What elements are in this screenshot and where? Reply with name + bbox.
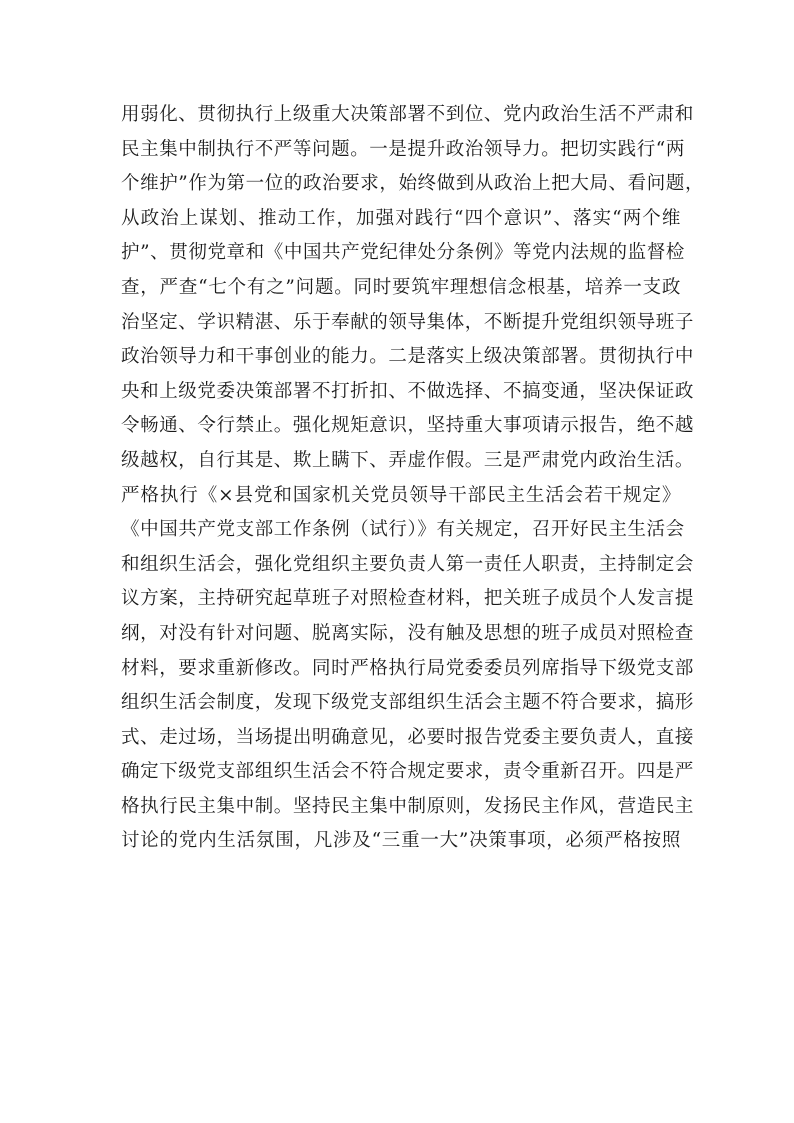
text-line-2: 民主集中制执行不严等问题。一是提升政治领导力。把切实践行“两 — [121, 138, 685, 160]
text-line-21: 格执行民主集中制。坚持民主集中制原则，发扬民主作风，营造民主 — [121, 795, 695, 817]
body-text — [121, 98, 705, 859]
text-line-10: 令畅通、令行禁止。强化规矩意识，坚持重大事项请示报告，绝不越 — [121, 415, 695, 437]
text-line-16: 纲，对没有针对问题、脱离实际，没有触及思想的班子成员对照检查 — [121, 622, 695, 644]
text-line-13: 《中国共产党支部工作条例（试行）》有关规定，召开好民主生活会 — [121, 519, 685, 541]
text-line-14: 和组织生活会，强化党组织主要负责人第一责任人职责，主持制定会 — [121, 553, 695, 575]
text-line-20: 确定下级党支部组织生活会不符合规定要求，责令重新召开。四是严 — [121, 761, 695, 783]
text-line-9: 央和上级党委决策部署不打折扣、不做选择、不搞变通，坚决保证政 — [121, 380, 695, 402]
text-line-19: 式、走过场，当场提出明确意见，必要时报告党委主要负责人，直接 — [121, 726, 695, 748]
text-line-17: 材料，要求重新修改。同时严格执行局党委委员列席指导下级党支部 — [121, 657, 695, 679]
text-line-12: 严格执行《×县党和国家机关党员领导干部民主生活会若干规定》 — [121, 484, 681, 506]
text-line-1: 用弱化、贯彻执行上级重大决策部署不到位、党内政治生活不严肃和 — [121, 104, 695, 125]
text-line-22: 讨论的党内生活氛围，凡涉及“三重一大”决策事项，必须严格按照 — [121, 830, 681, 852]
text-line-3: 个维护”作为第一位的政治要求，始终做到从政治上把大局、看问题， — [121, 173, 705, 195]
text-line-5: 护”、贯彻党章和《中国共产党纪律处分条例》等党内法规的监督检 — [121, 242, 685, 264]
text-line-4: 从政治上谋划、推动工作，加强对践行“四个意识”、落实“两个维 — [121, 207, 681, 229]
text-line-7: 治坚定、学识精湛、乐于奉献的领导集体，不断提升党组织领导班子 — [121, 311, 695, 333]
text-line-11: 级越权，自行其是、欺上瞒下、弄虚作假。三是严肃党内政治生活。 — [121, 449, 695, 471]
text-line-8: 政治领导力和干事创业的能力。二是落实上级决策部署。贯彻执行中 — [121, 346, 695, 368]
text-line-15: 议方案，主持研究起草班子对照检查材料，把关班子成员个人发言提 — [121, 588, 695, 610]
text-line-6: 查，严查“七个有之”问题。同时要筑牢理想信念根基，培养一支政 — [121, 276, 681, 298]
text-line-18: 组织生活会制度，发现下级党支部组织生活会主题不符合要求，搞形 — [121, 692, 695, 714]
